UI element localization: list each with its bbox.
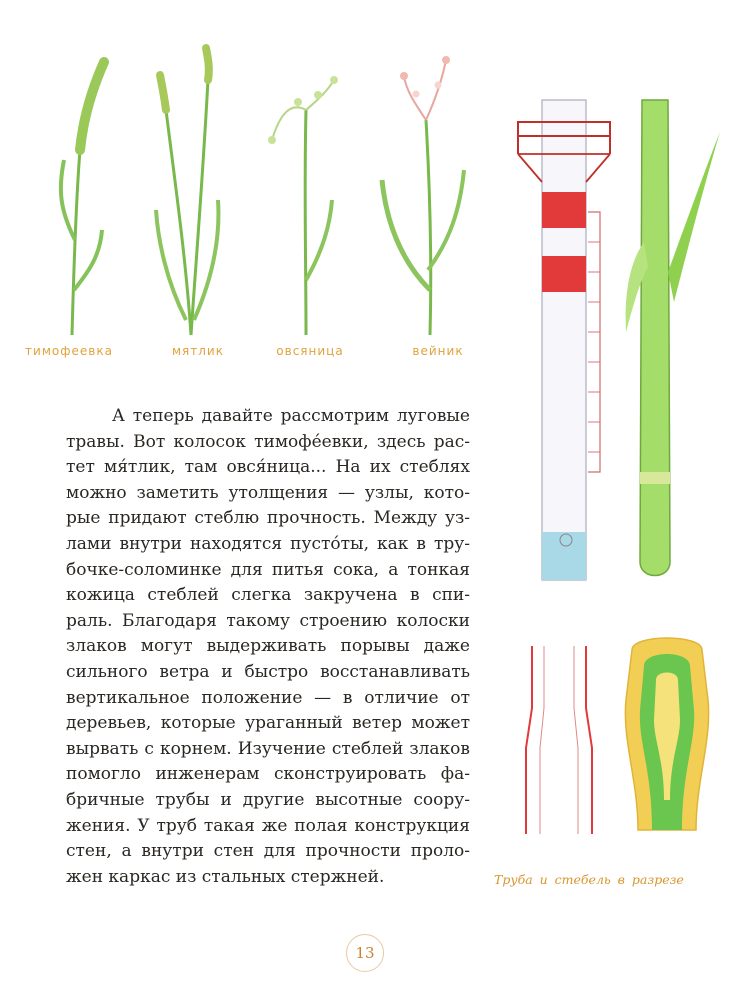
caption-bluegrass: мятлик	[172, 344, 224, 358]
body-line: вертикальное положение — в отличие от	[66, 687, 470, 708]
bluegrass-illustration	[136, 40, 246, 340]
page-number: 13	[346, 934, 384, 972]
body-line: злаков могут выдерживать порывы даже	[66, 636, 470, 657]
body-line: А теперь давайте рассмотрим луговые	[112, 406, 470, 426]
figure-caption: Труба и стебель в разрезе	[494, 872, 684, 887]
body-line: рые придают стеблю прочность. Между уз-	[66, 508, 470, 529]
body-line: можно заметить утолщения — узлы, кото-	[66, 482, 470, 503]
stem-cross-section	[612, 630, 722, 844]
body-line: травы. Вот колосок тимофе́евки, здесь рас-	[66, 431, 470, 452]
caption-reed-grass: вейник	[412, 344, 464, 358]
body-line: жения. У труб такая же полая конструкция	[66, 815, 470, 836]
body-line: стен, а внутри стен для прочности проло-	[66, 841, 470, 862]
body-line: сильного ветра и быстро восстанавливать	[66, 661, 470, 682]
body-line: жен каркас из стальных стержней.	[66, 866, 385, 887]
body-line: бочке-соломинке для питья сока, а тонкая	[66, 559, 470, 580]
timothy-grass-illustration	[30, 40, 140, 340]
reed-grass-illustration	[370, 40, 480, 340]
caption-fescue: овсяница	[276, 344, 344, 358]
body-line: кожица стеблей слегка закручена в спи-	[66, 585, 470, 606]
body-line: помогло инженерам сконструировать фа-	[66, 764, 470, 785]
chimney-illustration	[508, 92, 618, 592]
body-line: раль. Благодаря такому строению колоски	[66, 610, 470, 631]
body-line: бричные трубы и другие высотные соору-	[66, 789, 470, 810]
caption-timothy-grass: тимофеевка	[25, 344, 113, 358]
body-line: тет мя́тлик, там овся́ница... На их стеблях	[66, 457, 470, 478]
grass-stem-illustration	[620, 92, 730, 592]
body-line: лами внутри находятся пусто́ты, как в тру-	[66, 533, 470, 554]
chimney-cross-section	[514, 638, 606, 844]
fescue-illustration	[248, 40, 358, 340]
body-line: вырвать с корнем. Изучение стеблей злаков	[66, 738, 470, 759]
body-line: деревьев, которые ураганный ветер может	[66, 713, 470, 734]
body-paragraph	[66, 404, 470, 890]
